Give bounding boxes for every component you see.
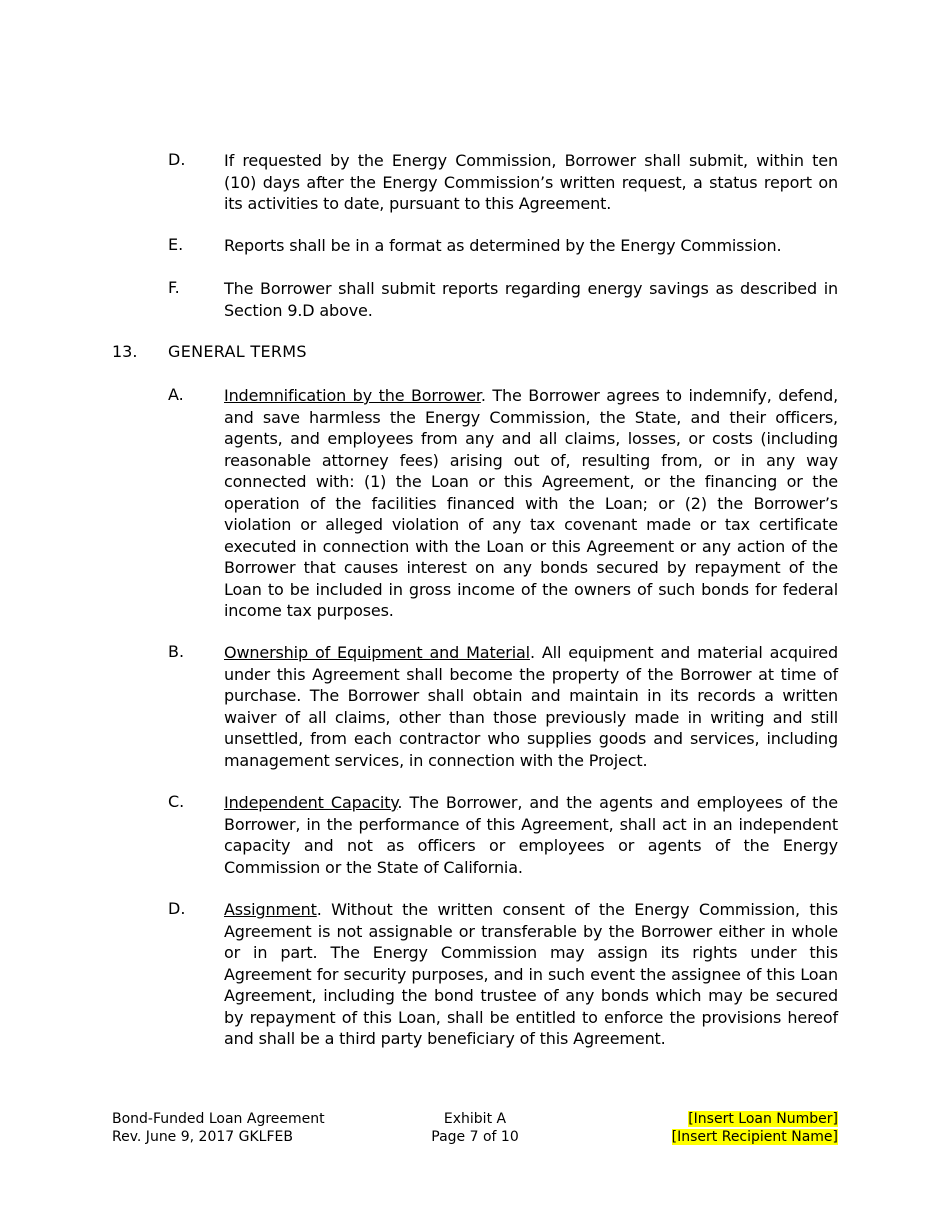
item-body: . The Borrower agrees to indemnify, defend, and save harmless the Energy Commission, the State, and their officers, agents, and employees from any and all claims, losses, or costs (including reasonable attorney fees) arising out of, resulting from, or in any way connected with: (1) the Loan or this Agreement, or the financing or the operation of the facilities financed with the Loan; or (2) the Borrower’s violation or alleged violation of any tax covenant made or tax certificate executed in connection with the Loan or this Agreement or any action of the Borrower that causes interest on any bonds secured by repayment of the Loan to be included in gross income of the owners of such bonds for federal income tax purposes. <box>224 386 839 620</box>
footer-center <box>400 1110 550 1146</box>
footer-loan-number-placeholder: [Insert Loan Number] <box>688 1111 838 1127</box>
footer-exhibit: Exhibit A <box>443 1111 507 1127</box>
footer-recipient-name-placeholder: [Insert Recipient Name] <box>671 1129 838 1145</box>
footer-page-number: Page 7 of 10 <box>431 1129 519 1145</box>
item-body: . All equipment and material acquired under this Agreement shall become the property of the Borrower at time of purchase. The Borrower shall obtain and maintain in its records a written waiver of all claims, other than those previously made in writing and still unsettled, from each contractor who supplies goods and services, including management services, in connection with the Project. <box>224 643 838 770</box>
item-label: D. <box>168 899 186 918</box>
item-text: The Borrower shall submit reports regarding energy savings as described in Section 9.D above. <box>224 279 838 320</box>
item-heading: Independent Capacity <box>224 793 398 812</box>
footer-document-title: Bond-Funded Loan Agreement <box>112 1111 325 1127</box>
item-label: C. <box>168 792 185 811</box>
item-heading: Ownership of Equipment and Material <box>224 643 530 662</box>
item-label: F. <box>168 278 180 297</box>
item-text: If requested by the Energy Commission, Borrower shall submit, within ten (10) days after the Energy Commission’s written request, a status report on its activities to date, pursuant to this Agreement. <box>224 151 838 213</box>
item-text <box>224 642 838 771</box>
item-text <box>224 792 838 878</box>
item-text <box>224 385 838 622</box>
section-number: 13. <box>112 342 138 361</box>
item-label: B. <box>168 642 185 661</box>
footer-revision: Rev. June 9, 2017 GKLFEB <box>112 1129 293 1145</box>
item-heading: Indemnification by the Borrower <box>224 386 481 405</box>
footer-left <box>112 1110 325 1146</box>
footer-right <box>672 1110 838 1146</box>
item-body: . The Borrower, and the agents and employees of the Borrower, in the performance of this Agreement, shall act in an independent capacity and not as officers or employees or agents of the Energy Commission or the State of California. <box>224 793 838 877</box>
item-label: D. <box>168 150 186 169</box>
item-label: A. <box>168 385 184 404</box>
item-heading: Assignment <box>224 900 317 919</box>
item-text: Reports shall be in a format as determined by the Energy Commission. <box>224 236 782 255</box>
section-title: GENERAL TERMS <box>168 342 307 361</box>
item-text <box>224 899 838 1050</box>
item-label: E. <box>168 235 184 254</box>
item-body: . Without the written consent of the Energy Commission, this Agreement is not assignable or transferable by the Borrower either in whole or in part. The Energy Commission may assign its rights under this Agreement for security purposes, and in such event the assignee of this Loan Agreement, including the bond trustee of any bonds which may be secured by repayment of this Loan, shall be entitled to enforce the provisions hereof and shall be a third party beneficiary of this Agreement. <box>224 900 838 1048</box>
